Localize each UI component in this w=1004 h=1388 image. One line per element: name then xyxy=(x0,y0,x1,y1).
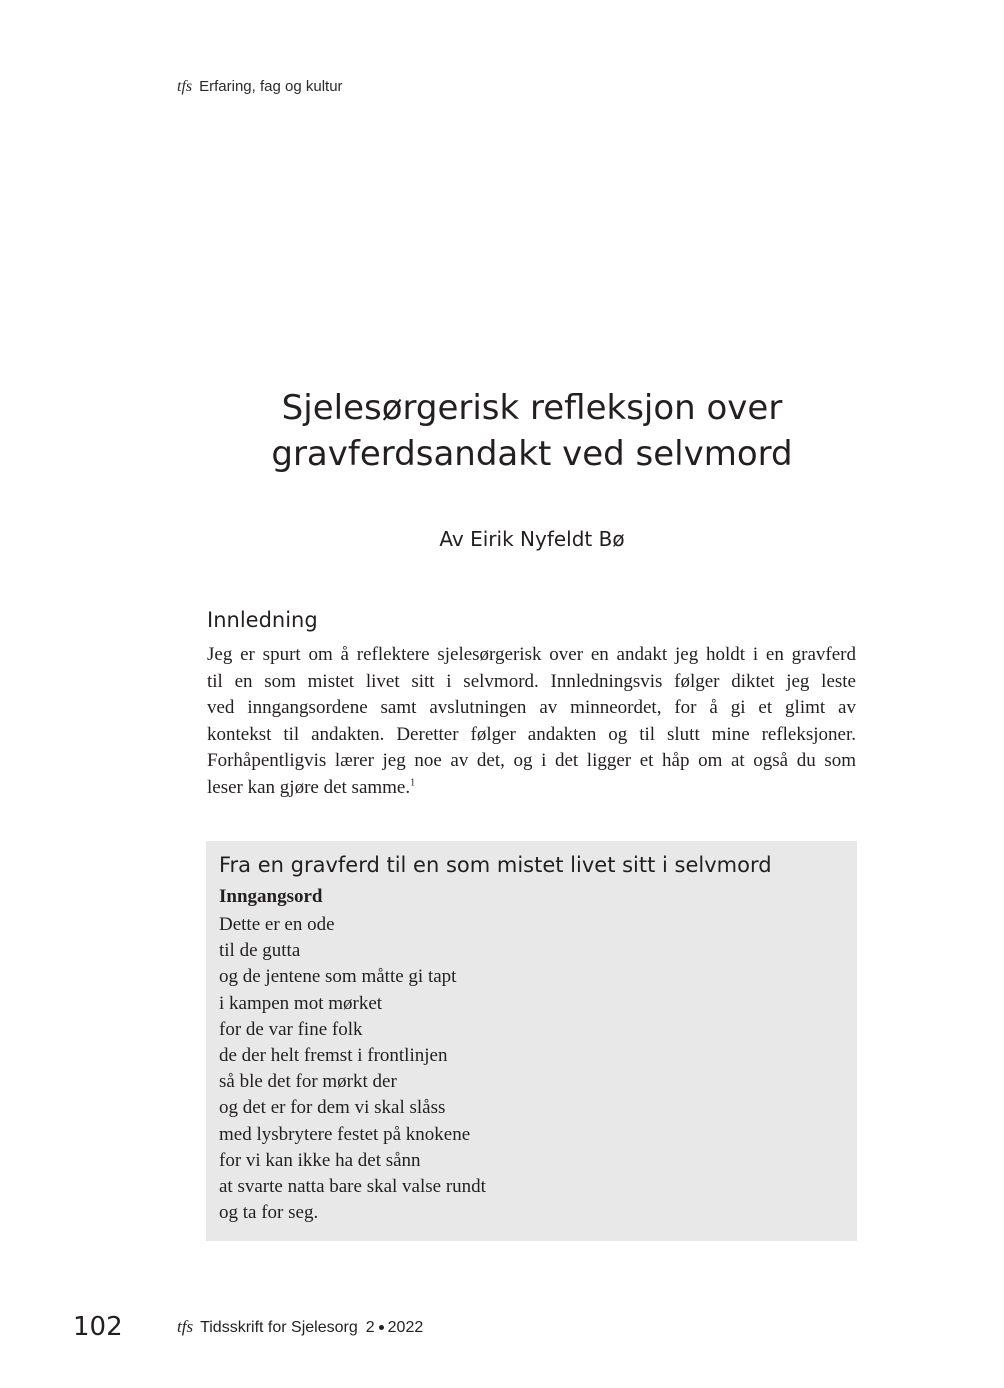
poem-line: for de var fine folk xyxy=(219,1018,363,1040)
poem-line: Dette er en ode xyxy=(219,914,335,935)
title-line: Sjelesørgerisk refleksjon over xyxy=(281,388,783,428)
poem-box xyxy=(206,841,857,1241)
footnote-marker[interactable]: 1 xyxy=(410,777,416,789)
poem-line: at svarte natta bare skal valse rundt xyxy=(219,1176,486,1198)
poem-line: i kampen mot mørket xyxy=(219,992,383,1014)
paragraph-line: Forhåpentligvis lærer jeg noe av det, og i det ligger et håp om at også du som xyxy=(207,750,856,772)
paragraph-line: ved inngangsordene samt avslutningen av minneordet, for å gi et glimt av xyxy=(207,697,856,719)
poem-line: og det er for dem vi skal slåss xyxy=(219,1097,446,1119)
article-author: Av Eirik Nyfeldt Bø xyxy=(439,527,625,551)
paragraph-line-last xyxy=(207,775,856,802)
title-line: gravferdsandakt ved selvmord xyxy=(271,434,793,474)
journal-mark: tfs xyxy=(177,1317,194,1336)
journal-mark: tfs xyxy=(177,78,193,95)
issue-year: 2022 xyxy=(387,1319,424,1336)
poem-line: de der helt fremst i frontlinjen xyxy=(219,1045,448,1067)
paragraph-line: kontekst til andakten. Deretter følger andakten og til slutt mine refleksjoner. xyxy=(207,723,856,745)
box-subhead: Inngangsord xyxy=(219,886,323,907)
intro-paragraph xyxy=(207,642,856,802)
box-title: Fra en gravferd til en som mistet livet sitt i selvmord xyxy=(219,853,772,877)
paragraph-line-text: leser kan gjøre det samme. xyxy=(207,776,411,798)
running-head xyxy=(177,78,343,96)
running-head-section: Erfaring, fag og kultur xyxy=(199,78,343,95)
poem-line: og ta for seg. xyxy=(219,1202,319,1224)
journal-name: Tidsskrift for Sjelesorg xyxy=(200,1319,358,1336)
issue-number: 2 xyxy=(365,1319,375,1336)
paragraph-line: til en som mistet livet sitt i selvmord. Innledningsvis følger diktet jeg leste xyxy=(207,670,856,692)
poem-line: for vi kan ikke ha det sånn xyxy=(219,1149,421,1171)
poem xyxy=(219,912,486,1226)
page-number: 102 xyxy=(73,1312,123,1342)
poem-line: og de jentene som måtte gi tapt xyxy=(219,966,457,988)
article-title xyxy=(0,385,1004,477)
section-heading: Innledning xyxy=(207,608,318,632)
poem-line: så ble det for mørkt der xyxy=(219,1071,397,1093)
poem-line: med lysbrytere festet på knokene xyxy=(219,1123,471,1145)
poem-line: til de gutta xyxy=(219,940,301,962)
footer xyxy=(177,1317,423,1337)
paragraph-line: Jeg er spurt om å reflektere sjelesørgerisk over en andakt jeg holdt i en gravferd xyxy=(207,644,856,665)
separator-dot xyxy=(379,1325,384,1330)
